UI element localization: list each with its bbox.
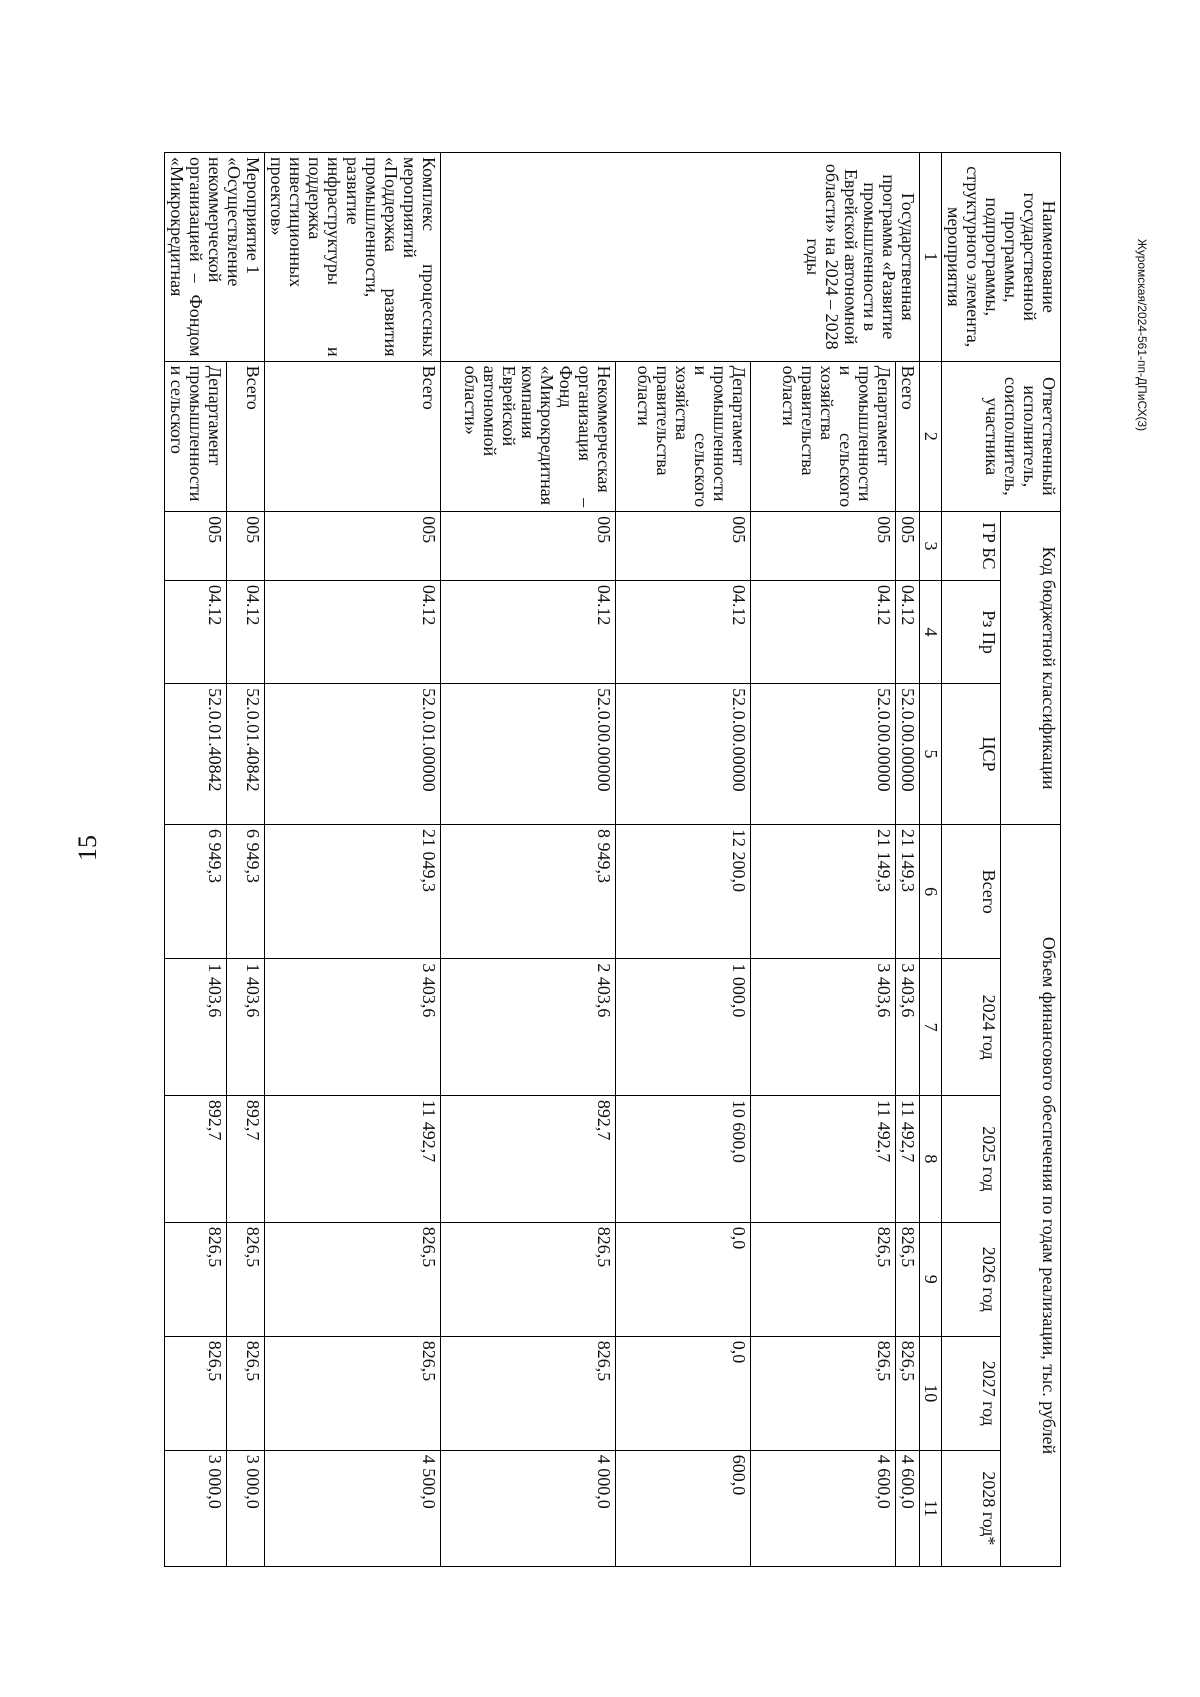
y2024-cell: 3 403,6: [751, 959, 896, 1096]
grbs-cell: 005: [751, 512, 896, 581]
csr-cell: 52.0.01.00000: [265, 684, 441, 825]
executor-cell: Всего: [227, 361, 265, 512]
header-grbs: ГР БС: [942, 512, 1002, 581]
table-row: [751, 153, 896, 1567]
y2026-cell: 826,5: [751, 1222, 896, 1336]
rzpr-cell: 04.12: [165, 580, 227, 683]
column-numbers-row: [920, 153, 942, 1567]
rzpr-cell: 04.12: [227, 580, 265, 683]
rzpr-cell: 04.12: [265, 580, 441, 683]
grbs-cell: 005: [896, 512, 920, 581]
table-row: [265, 153, 441, 1567]
executor-cell: Департамент промышленности и сельского хозяйства правительства области: [751, 361, 896, 512]
y2026-cell: 0,0: [616, 1222, 751, 1336]
header-total: Всего: [942, 824, 1002, 958]
budget-table: [164, 152, 1061, 1567]
y2028-cell: 4 500,0: [265, 1450, 441, 1566]
y2028-cell: 4 600,0: [896, 1450, 920, 1566]
total-cell: 21 149,3: [896, 824, 920, 958]
program-name: Государственная программа «Развитие промышленности в Еврейской автономной области» на 2024 – 2028 годы: [441, 153, 920, 362]
complex-name: Комплекс процессных мероприятий «Поддержка развития промышленности, развитие инфраструктуры и поддержка инвестиционных проектов»: [265, 153, 441, 362]
y2027-cell: 0,0: [616, 1336, 751, 1450]
table-row: [441, 153, 616, 1567]
y2028-cell: 4 600,0: [751, 1450, 896, 1566]
rzpr-cell: 04.12: [751, 580, 896, 683]
y2027-cell: 826,5: [165, 1336, 227, 1450]
grbs-cell: 005: [227, 512, 265, 581]
executor-cell: Всего: [896, 361, 920, 512]
total-cell: 8 949,3: [441, 824, 616, 958]
total-cell: 21 149,3: [751, 824, 896, 958]
col-number: 10: [920, 1336, 942, 1450]
y2025-cell: 11 492,7: [751, 1095, 896, 1222]
y2025-cell: 11 492,7: [896, 1095, 920, 1222]
y2025-cell: 10 600,0: [616, 1095, 751, 1222]
table-row: [165, 153, 227, 1567]
header-2026: 2026 год: [942, 1222, 1002, 1336]
y2028-cell: 600,0: [616, 1450, 751, 1566]
total-cell: 6 949,3: [227, 824, 265, 958]
y2027-cell: 826,5: [441, 1336, 616, 1450]
header-2024: 2024 год: [942, 959, 1002, 1096]
grbs-cell: 005: [616, 512, 751, 581]
total-cell: 21 049,3: [265, 824, 441, 958]
header-budget-code: Код бюджетной классификации: [1001, 512, 1061, 825]
y2026-cell: 826,5: [265, 1222, 441, 1336]
grbs-cell: 005: [165, 512, 227, 581]
header-2027: 2027 год: [942, 1336, 1002, 1450]
header-name: Наименование государственной программы, подпрограммы, структурного элемента, мероприятия: [942, 153, 1061, 362]
measure-title: Мероприятие 1: [243, 157, 263, 275]
total-cell: 6 949,3: [165, 824, 227, 958]
rzpr-cell: 04.12: [616, 580, 751, 683]
y2025-cell: 892,7: [165, 1095, 227, 1222]
col-number: 4: [920, 580, 942, 683]
col-number: 9: [920, 1222, 942, 1336]
y2024-cell: 1 403,6: [227, 959, 265, 1096]
y2026-cell: 826,5: [165, 1222, 227, 1336]
y2026-cell: 826,5: [896, 1222, 920, 1336]
table-row: [227, 153, 265, 1567]
col-number: 2: [920, 361, 942, 512]
header-rzpr: Рз Пр: [942, 580, 1002, 683]
col-number: 6: [920, 824, 942, 958]
col-number: 7: [920, 959, 942, 1096]
executor-cell: Департамент промышленности и сельского хозяйства правительства области: [616, 361, 751, 512]
col-number: 11: [920, 1450, 942, 1566]
y2028-cell: 3 000,0: [165, 1450, 227, 1566]
y2027-cell: 826,5: [227, 1336, 265, 1450]
y2024-cell: 1 403,6: [165, 959, 227, 1096]
y2026-cell: 826,5: [227, 1222, 265, 1336]
header-executor: Ответственный исполнитель, соисполнитель, участника: [942, 361, 1061, 512]
header-2025: 2025 год: [942, 1095, 1002, 1222]
rotated-table-area: [167, 152, 1061, 1567]
y2028-cell: 3 000,0: [227, 1450, 265, 1566]
csr-cell: 52.0.00.00000: [441, 684, 616, 825]
col-number: 5: [920, 684, 942, 825]
header-csr: ЦСР: [942, 684, 1002, 825]
y2024-cell: 2 403,6: [441, 959, 616, 1096]
total-cell: 12 200,0: [616, 824, 751, 958]
y2028-cell: 4 000,0: [441, 1450, 616, 1566]
executor-cell: Всего: [265, 361, 441, 512]
measure-description: «Осуществление некоммерческой организацией – Фондом «Микрокредитная: [167, 157, 244, 357]
csr-cell: 52.0.01.40842: [227, 684, 265, 825]
col-number: 1: [920, 153, 942, 362]
header-2028: 2028 год*: [942, 1450, 1002, 1566]
col-number: 3: [920, 512, 942, 581]
document-code: Журомская/2024-561-пп-ДПиСХ(3): [1135, 238, 1149, 432]
csr-cell: 52.0.00.00000: [751, 684, 896, 825]
csr-cell: 52.0.01.40842: [165, 684, 227, 825]
y2027-cell: 826,5: [265, 1336, 441, 1450]
rzpr-cell: 04.12: [441, 580, 616, 683]
y2027-cell: 826,5: [751, 1336, 896, 1450]
header-finance: Объем финансового обеспечения по годам реализации, тыс. рублей: [1001, 824, 1061, 1566]
csr-cell: 52.0.00.00000: [616, 684, 751, 825]
y2027-cell: 826,5: [896, 1336, 920, 1450]
rzpr-cell: 04.12: [896, 580, 920, 683]
grbs-cell: 005: [265, 512, 441, 581]
y2025-cell: 892,7: [441, 1095, 616, 1222]
page-number: 15: [73, 835, 102, 861]
y2024-cell: 1 000,0: [616, 959, 751, 1096]
y2025-cell: 892,7: [227, 1095, 265, 1222]
csr-cell: 52.0.00.00000: [896, 684, 920, 825]
measure-name: [165, 153, 265, 362]
y2026-cell: 826,5: [441, 1222, 616, 1336]
table-row: [896, 153, 920, 1567]
y2024-cell: 3 403,6: [896, 959, 920, 1096]
executor-cell: Некоммерческая организация – Фонд «Микрокредитная компания Еврейской автономной области»: [441, 361, 616, 512]
executor-cell: Департамент промышленности и сельского: [165, 361, 227, 512]
table-row: [616, 153, 751, 1567]
y2025-cell: 11 492,7: [265, 1095, 441, 1222]
header-row-1: [1001, 153, 1061, 1567]
col-number: 8: [920, 1095, 942, 1222]
y2024-cell: 3 403,6: [265, 959, 441, 1096]
grbs-cell: 005: [441, 512, 616, 581]
